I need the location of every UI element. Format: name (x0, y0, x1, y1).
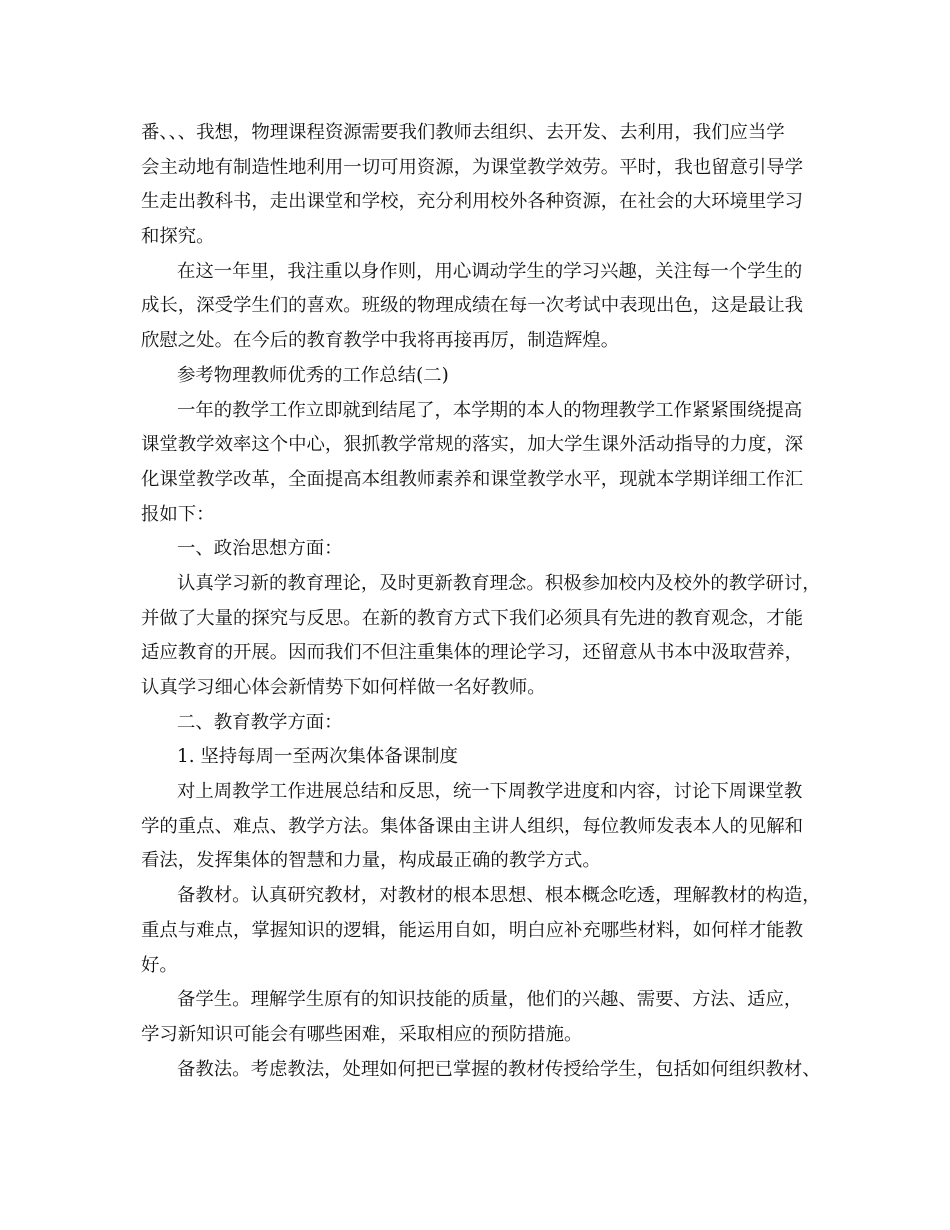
paragraph-start-line: 备教法。考虑教法，处理如何把已掌握的教材传授给学生，包括如何组织教材、 (177, 1058, 821, 1080)
text-line: 并做了大量的探究与反思。在新的教育方式下我们必须具有先进的教育观念，才能 (141, 607, 804, 629)
text-line: 和探究。 (141, 226, 215, 248)
paragraph-start-line: 一年的教学工作立即就到结尾了，本学期的本人的物理教学工作紧紧围绕提高 (177, 399, 803, 421)
text-line: 适应教育的开展。因而我们不但注重集体的理论学习，还留意从书本中汲取营养， (141, 642, 804, 664)
text-line: 好。 (141, 954, 178, 976)
paragraph-start-line: 备学生。理解学生原有的知识技能的质量，他们的兴趣、需要、方法、适应， (177, 989, 803, 1011)
paragraph-start-line: 认真学习新的教育理论，及时更新教育理念。积极参加校内及校外的教学研讨， (177, 572, 821, 594)
subsection-heading: 1. 坚持每周一至两次集体备课制度 (177, 746, 458, 768)
section-heading: 一、政治思想方面： (177, 538, 343, 560)
paragraph-start-line: 对上周教学工作进展总结和反思，统一下周教学进度和内容，讨论下周课堂教 (177, 781, 803, 803)
text-line: 会主动地有制造性地利用一切可用资源，为课堂教学效劳。平时，我也留意引导学 (141, 156, 804, 178)
text-line: 欣慰之处。在今后的教育教学中我将再接再厉，制造辉煌。 (141, 330, 620, 352)
text-line: 看法，发挥集体的智慧和力量，构成最正确的教学方式。 (141, 850, 601, 872)
paragraph-start-line: 备教材。认真研究教材，对教材的根本思想、根本概念吃透，理解教材的构造， (177, 885, 821, 907)
text-line: 生走出教科书，走出课堂和学校，充分利用校外各种资源，在社会的大环境里学习 (141, 191, 804, 213)
section-title: 参考物理教师优秀的工作总结(二) (177, 364, 449, 386)
text-line: 成长，深受学生们的喜欢。班级的物理成绩在每一次考试中表现出色，这是最让我 (141, 295, 804, 317)
text-line: 学的重点、难点、教学方法。集体备课由主讲人组织，每位教师发表本人的见解和 (141, 815, 804, 837)
text-line: 重点与难点，掌握知识的逻辑，能运用自如，明白应补充哪些材料，如何样才能教 (141, 919, 804, 941)
paragraph-start-line: 在这一年里，我注重以身作则，用心调动学生的学习兴趣，关注每一个学生的 (177, 260, 803, 282)
text-line: 化课堂教学改革，全面提高本组教师素养和课堂教学水平，现就本学期详细工作汇 (141, 468, 804, 490)
text-line: 番、、、我想，物理课程资源需要我们教师去组织、去开发、去利用，我们应当学 (141, 122, 785, 143)
document-body (141, 116, 825, 1087)
text-line: 学习新知识可能会有哪些困难，采取相应的预防措施。 (141, 1023, 583, 1045)
section-heading: 二、教育教学方面： (177, 711, 343, 733)
text-line: 课堂教学效率这个中心，狠抓教学常规的落实，加大学生课外活动指导的力度，深 (141, 434, 804, 456)
text-line: 报如下： (141, 503, 215, 525)
text-line: 认真学习细心体会新情势下如何样做一名好教师。 (141, 677, 546, 698)
